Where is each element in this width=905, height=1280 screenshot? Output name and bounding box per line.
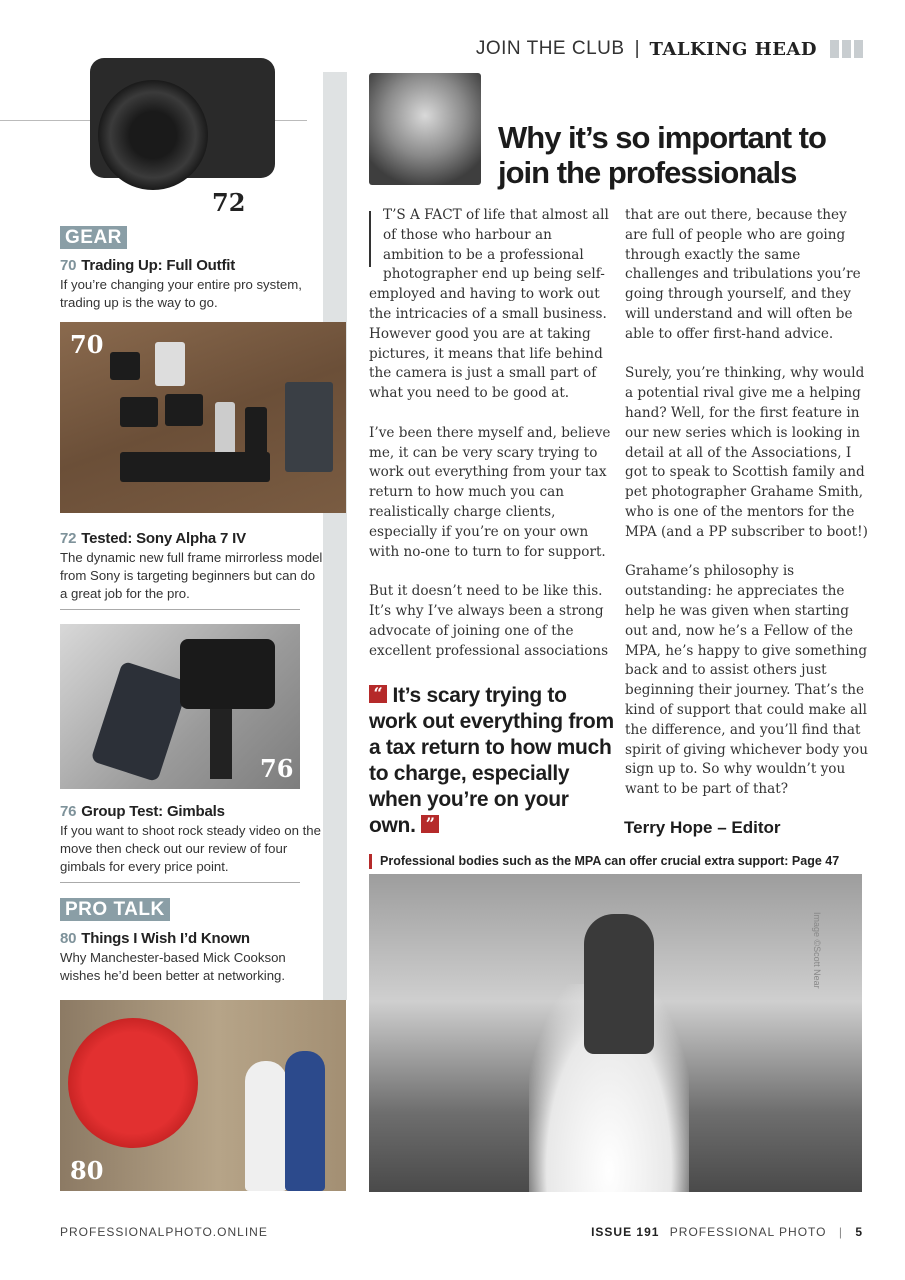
divider xyxy=(60,609,300,610)
gear-tag: GEAR xyxy=(60,226,127,249)
contents-item-title[interactable] xyxy=(60,530,246,547)
paragraph: But it doesn’t need to be like this. It’s why I’ve always been a strong advocate of joining one of the excellent professional associations xyxy=(369,583,609,659)
image-credit: Image ©Scott Near xyxy=(812,912,822,989)
contents-item-number: 70 xyxy=(60,257,77,274)
footer-separator: | xyxy=(838,1225,843,1239)
article-column-1 xyxy=(369,206,613,681)
pro-talk-tag: PRO TALK xyxy=(60,898,170,921)
couple-shape xyxy=(245,1040,335,1191)
footer-issue-info xyxy=(591,1225,863,1239)
page-header xyxy=(476,38,863,60)
dancing-couple-shape xyxy=(584,914,654,1054)
gear-piece xyxy=(165,394,203,426)
header-decor-blocks xyxy=(827,40,863,58)
gear-piece xyxy=(110,352,140,380)
drop-cap xyxy=(369,211,383,267)
section-label: JOIN THE CLUB xyxy=(475,38,625,59)
contents-item-title[interactable] xyxy=(60,257,235,274)
contents-item-description: If you want to shoot rock steady video on the move then check out our review of four gimbals for every price point. xyxy=(60,823,321,874)
gimbal-handle-shape xyxy=(210,709,232,779)
paragraph: that are out there, because they are full of people who are going through exactly the same challenges and tribulations you’re going through yourself, and they will understand and will often be able to offer first-hand advice. xyxy=(625,207,861,342)
contents-item-title[interactable] xyxy=(60,803,225,820)
full-outfit-image[interactable] xyxy=(60,322,346,513)
paragraph: Surely, you’re thinking, why would a potential rival give me a helping hand? Well, for the first feature in our new series which is looking in detail at all of the Associations, I got to speak to Scottish family and pet photographer Grahame Smith, who is one of the mentors for the MPA (and a PP subscriber to boot!) xyxy=(625,365,868,540)
contents-item-name: Trading Up: Full Outfit xyxy=(81,257,236,274)
contents-item-name: Tested: Sony Alpha 7 IV xyxy=(81,530,246,547)
pull-quote xyxy=(369,683,614,839)
article-headline: Why it’s so important to join the professionals xyxy=(498,120,826,190)
header-separator: | xyxy=(634,38,640,59)
gear-piece xyxy=(120,452,270,482)
close-quote-icon: ” xyxy=(421,815,439,833)
open-quote-icon: “ xyxy=(369,685,387,703)
contents-item-name: Group Test: Gimbals xyxy=(81,803,225,820)
contents-item-title[interactable] xyxy=(60,930,250,947)
camera-lens-shape xyxy=(98,80,208,190)
paragraph-text: T’S A FACT of life that almost all of those who harbour an ambition to be a professional photographer end up being self-employed and having to work out the intricacies of a small business. However good you are at taking pictures, it means that life behind the camera is just a small part of what you need to be good at. xyxy=(369,207,609,402)
image-page-number: 76 xyxy=(260,754,294,783)
red-bokeh-shape xyxy=(68,1018,198,1148)
gear-piece xyxy=(155,342,185,386)
gimbal-camera-shape xyxy=(180,639,275,709)
subsection-label: TALKING HEAD xyxy=(649,38,817,60)
page-number: 5 xyxy=(855,1225,863,1239)
gear-piece xyxy=(285,382,333,472)
contents-item-number: 76 xyxy=(60,803,77,820)
paragraph: Grahame’s philosophy is outstanding: he appreciates the help he was given when starting out and, now he’s a Fellow of the MPA, he’s happy to give something back and to assist others just beginning their journey. That’s the kind of support that could make all the difference, and you’ll find that spirit of giving whichever body you sign up to. So why wouldn’t you want to be part of that? xyxy=(625,563,868,798)
editor-portrait xyxy=(369,73,481,185)
paragraph xyxy=(369,206,613,404)
bride-shape xyxy=(245,1061,287,1191)
networking-wedding-image[interactable] xyxy=(60,1000,346,1191)
contents-item-number: 72 xyxy=(60,530,77,547)
camera-image xyxy=(80,40,280,215)
phone-shape xyxy=(90,661,189,782)
paragraph: I’ve been there myself and, believe me, it can be very scary trying to work out everything from your tax return to how much you can realistically charge clients, especially if you’re on your own with no-one to turn to for support. xyxy=(369,424,611,560)
image-page-number: 70 xyxy=(70,330,104,359)
editor-signature: Terry Hope – Editor xyxy=(624,818,781,837)
contents-item-description: Why Manchester-based Mick Cookson wishes he’d been better at networking. xyxy=(60,950,286,983)
footer-site[interactable]: PROFESSIONALPHOTO.ONLINE xyxy=(60,1225,268,1239)
issue-number: ISSUE 191 xyxy=(591,1225,660,1239)
gimbal-image[interactable] xyxy=(60,624,300,789)
sidebar-divider-strip xyxy=(323,72,347,1000)
contents-item-description: If you’re changing your entire pro system, trading up is the way to go. xyxy=(60,277,302,310)
contents-item-number: 80 xyxy=(60,930,77,947)
contents-item-name: Things I Wish I’d Known xyxy=(81,930,250,947)
camera-page-number: 72 xyxy=(212,188,246,215)
groom-shape xyxy=(285,1051,325,1191)
magazine-name: PROFESSIONAL PHOTO xyxy=(669,1225,827,1239)
first-dance-image xyxy=(369,874,862,1192)
image-caption: Professional bodies such as the MPA can offer crucial extra support: Page 47 xyxy=(369,854,862,869)
image-page-number: 80 xyxy=(70,1156,104,1185)
pull-quote-text: It’s scary trying to work out everything from a tax return to how much to charge, especially when you’re on your own. xyxy=(369,684,614,837)
gear-piece xyxy=(120,397,158,427)
divider xyxy=(60,882,300,883)
contents-item-description: The dynamic new full frame mirrorless model from Sony is targeting beginners but can do a great job for the pro. xyxy=(60,550,323,601)
article-column-2 xyxy=(625,206,870,820)
